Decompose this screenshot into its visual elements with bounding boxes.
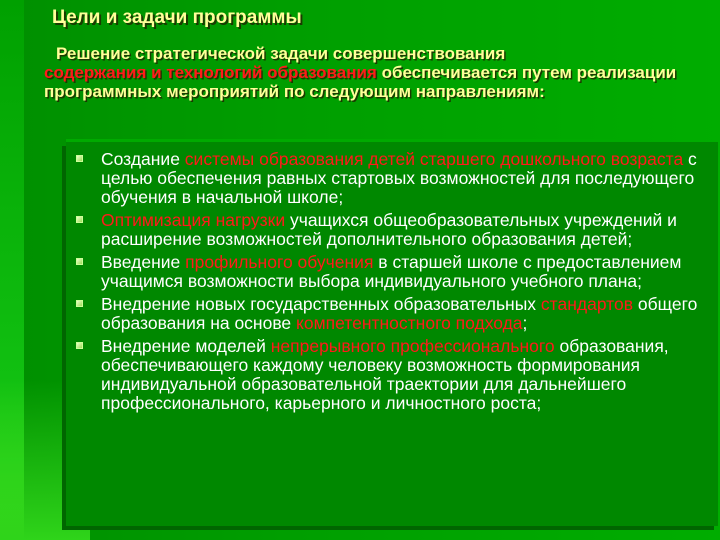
- item-text: учащихся общеобразовательных учреждений и расширение возможностей дополнительного образования детей;: [101, 210, 677, 249]
- intro-line1: Решение стратегической задачи совершенствования: [56, 44, 506, 63]
- intro-highlight: содержания и технологий образования: [44, 63, 377, 82]
- item-text: Внедрение новых государственных образовательных: [101, 294, 541, 314]
- item-text: в старшей школе с предоставлением учащимся возможности выбора индивидуального учебного плана;: [101, 252, 682, 291]
- highlighted-text: профильного обучения: [185, 252, 374, 272]
- item-text: ;: [522, 313, 528, 333]
- item-text: с целью обеспечения равных стартовых возможностей для последующего обучения в начальной школе;: [101, 149, 697, 207]
- item-text: Создание: [101, 149, 185, 169]
- item-text: общего образования на основе: [101, 294, 698, 333]
- square-bullet-icon: [76, 216, 83, 223]
- item-text: Внедрение моделей: [101, 336, 271, 356]
- list-item: [66, 337, 706, 413]
- directions-list: [66, 150, 706, 417]
- slide-title: Цели и задачи программы: [52, 7, 302, 28]
- list-item: [66, 150, 706, 207]
- highlighted-text: системы образования детей старшего дошкольного возраста: [184, 149, 684, 169]
- highlighted-text: непрерывного профессионального: [270, 336, 555, 356]
- list-item: [66, 295, 706, 333]
- item-text: Введение: [101, 252, 186, 272]
- highlighted-text: стандартов: [540, 294, 634, 314]
- intro-paragraph: [44, 44, 714, 101]
- square-bullet-icon: [76, 155, 83, 162]
- highlighted-text: компетентностного подхода: [296, 313, 523, 333]
- list-item: [66, 253, 706, 291]
- square-bullet-icon: [76, 258, 83, 265]
- item-text: образования, обеспечивающего каждому человеку возможность формирования индивидуальной образовательной траектории для дальнейшего профессионального, карьерного и личностного роста;: [101, 336, 669, 413]
- intro-rest: обеспечивается путем реализации программных мероприятий по следующим направлениям:: [44, 63, 677, 101]
- highlighted-text: Оптимизация нагрузки: [101, 210, 286, 230]
- list-item: [66, 211, 706, 249]
- square-bullet-icon: [76, 342, 83, 349]
- square-bullet-icon: [76, 300, 83, 307]
